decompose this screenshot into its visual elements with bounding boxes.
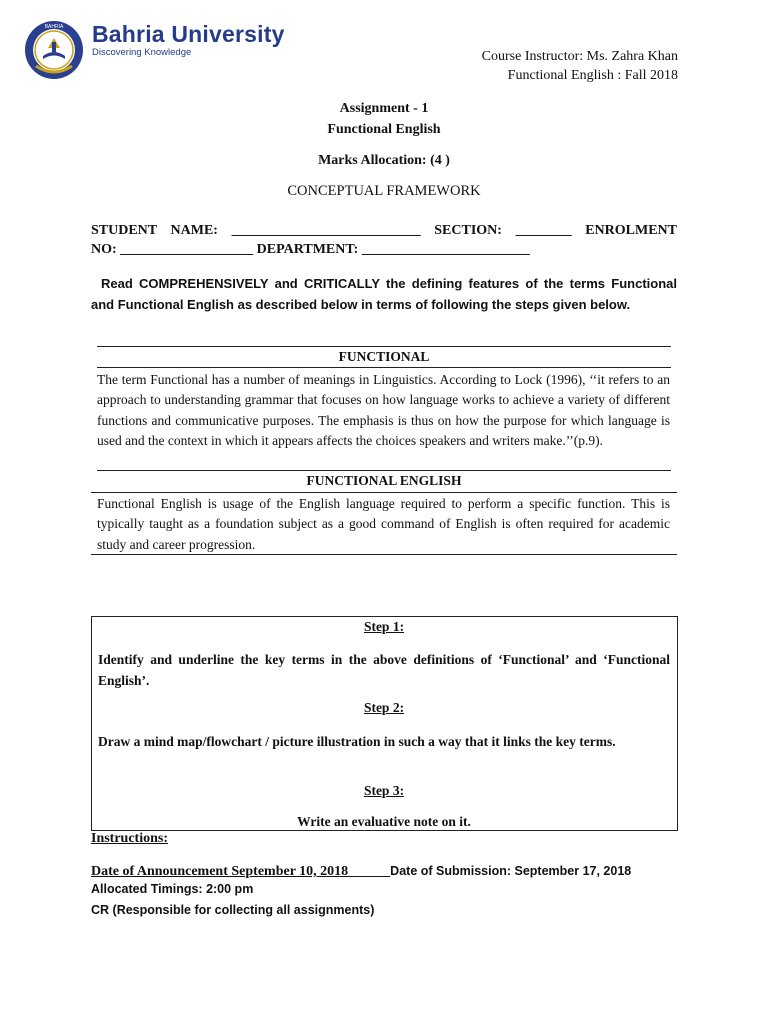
rule-top (97, 346, 671, 347)
announcement-date: Date of Announcement September 10, 2018 (91, 864, 349, 879)
dates-line (91, 862, 631, 880)
conceptual-framework-heading: CONCEPTUAL FRAMEWORK (287, 183, 481, 199)
svg-text:BAHRIA: BAHRIA (44, 24, 64, 30)
announcement-blank: ______ (348, 864, 391, 879)
cr-note: CR (Responsible for collecting all assignments) (91, 903, 375, 917)
student-fields-line1: STUDENT NAME: ___________________________ SECTION: ________ ENROLMENT (91, 223, 677, 238)
assignment-title: Assignment - 1 (339, 101, 429, 116)
rule-fe-heading (91, 492, 677, 493)
step-1-text: Identify and underline the key terms in the above definitions of ‘Functional’ and ‘Functional English’. (98, 652, 670, 688)
instructions-label: Instructions: (91, 831, 169, 846)
course-info (482, 47, 678, 85)
course-instructor: Course Instructor: Ms. Zahra Khan (481, 49, 678, 64)
assignment-subject: Functional English (327, 122, 441, 137)
submission-date: Date of Submission: September 17, 2018 (390, 864, 632, 878)
step-3-text: Write an evaluative note on it. (297, 814, 471, 829)
intro-paragraph: Read COMPREHENSIVELY and CRITICALLY the defining features of the terms Functional and Functional English as described below in terms of following the steps given below. (91, 276, 677, 312)
functional-english-heading: FUNCTIONAL ENGLISH (306, 473, 462, 488)
student-fields-line2: NO: ___________________ DEPARTMENT: ________________________ (91, 242, 530, 257)
functional-definition: The term Functional has a number of meanings in Linguistics. According to Lock (1996), ‘‘it refers to an approach to understanding grammar that focuses on how language works to achieve a variety of different functions and communicative purposes. The emphasis is thus on how the purpose for which language is used and the context in which it appears affects the choices speakers and writers make.’’(p.9). (97, 372, 670, 449)
university-name: Bahria University (92, 21, 285, 47)
rule-before-fe (97, 470, 671, 471)
step-1-label: Step 1: (363, 619, 405, 634)
university-logo (22, 18, 285, 86)
university-tagline: Discovering Knowledge (92, 47, 192, 58)
marks-allocation: Marks Allocation: (4 ) (318, 153, 450, 168)
university-seal-icon (22, 18, 86, 82)
functional-english-definition: Functional English is usage of the English language required to perform a specific function. This is typically taught as a foundation subject as a good command of English is often required for academic study and career progression. (97, 496, 670, 552)
rule-functional-heading (97, 367, 671, 368)
step-3-label: Step 3: (363, 783, 405, 798)
step-2-text: Draw a mind map/flowchart / picture illustration in such a way that it links the key terms. (98, 734, 616, 749)
step-2-label: Step 2: (363, 700, 405, 715)
functional-heading: FUNCTIONAL (338, 349, 430, 364)
rule-bottom (91, 554, 677, 555)
allocated-timings: Allocated Timings: 2:00 pm (91, 882, 254, 896)
course-term: Functional English : Fall 2018 (507, 68, 678, 83)
